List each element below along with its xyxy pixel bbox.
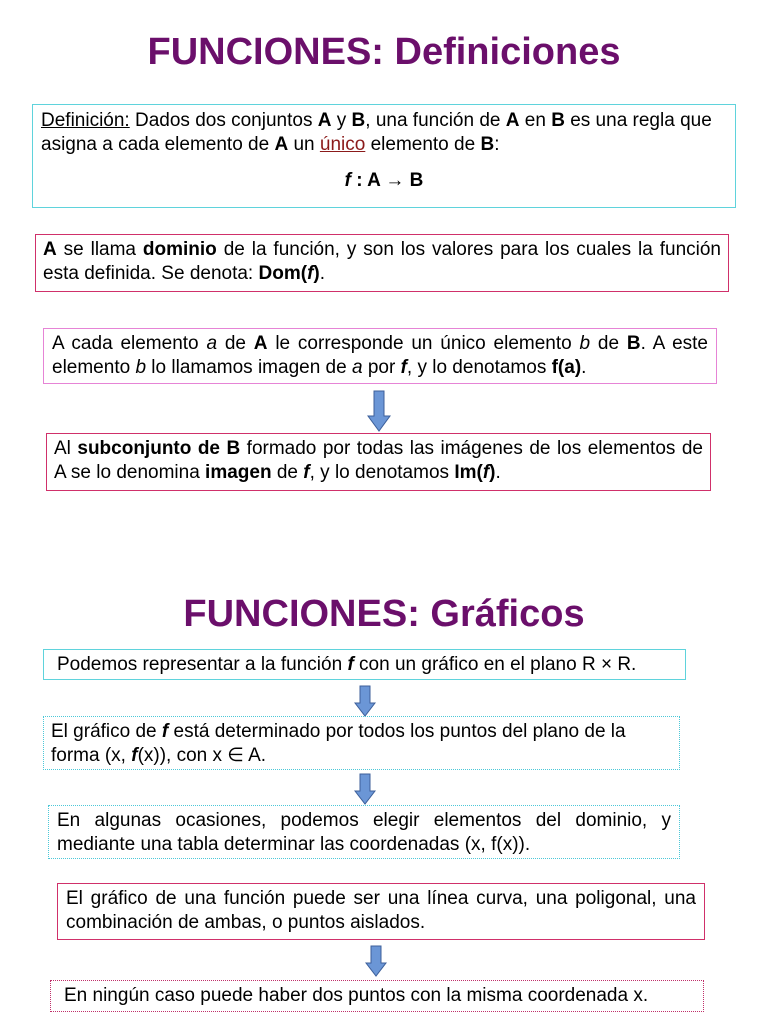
dom-notation — [259, 263, 320, 284]
down-arrow-icon — [354, 773, 376, 805]
bold-span: B — [626, 333, 641, 354]
bold-span: B — [351, 110, 366, 131]
text-span: ) — [313, 263, 320, 284]
unico-link: único — [319, 134, 366, 155]
bold-span: A — [317, 110, 332, 131]
text-span: lo llamamos imagen de — [146, 357, 352, 378]
definition-text — [41, 109, 727, 157]
bold-italic-f: f — [400, 357, 407, 378]
text-span: Al — [54, 438, 78, 459]
down-arrow-icon — [365, 945, 387, 977]
bold-italic-f: f — [347, 654, 354, 675]
bold-span: subconjunto de B — [77, 438, 241, 459]
text-span: por — [362, 357, 401, 378]
text-span: (x)), con x ∈ A. — [137, 745, 267, 766]
text-span: Podemos representar a la función — [57, 654, 348, 675]
function-formula — [41, 169, 727, 193]
bold-span: B — [551, 110, 565, 131]
formula-rest: : A → B — [350, 170, 424, 191]
text-span: El gráfico de — [51, 721, 162, 742]
text-span: de la función, y son los valores para los cuales la función esta definida. Se denota: — [43, 239, 722, 284]
text-span: le corresponde un único elemento — [267, 333, 580, 354]
text-span: , y lo denotamos — [309, 462, 455, 483]
bold-span: dominio — [142, 239, 217, 260]
italic-f: f — [307, 263, 314, 284]
text-span: de — [590, 333, 627, 354]
down-arrow-icon — [354, 685, 376, 717]
graficos-box-5: En ningún caso puede haber dos puntos con la misma coordenada x. — [50, 980, 704, 1012]
text-span: con un gráfico en el plano R × R. — [353, 654, 637, 675]
bold-italic-f: f — [303, 462, 310, 483]
text-span: . — [495, 462, 501, 483]
italic-span: a — [351, 357, 363, 378]
text-span: y — [331, 110, 352, 131]
text-span: un — [288, 134, 320, 155]
graficos-box-2 — [43, 716, 680, 770]
bold-span: A — [253, 333, 268, 354]
italic-f: f — [482, 462, 490, 483]
text-span: elemento de — [365, 134, 481, 155]
imagen-elemento-box — [43, 328, 717, 384]
title-graficos: FUNCIONES: Gráficos — [183, 593, 585, 635]
definition-box — [32, 104, 736, 208]
text-span: Dom( — [258, 263, 308, 284]
bold-italic-f: f — [131, 745, 138, 766]
definition-label: Definición: — [41, 110, 130, 131]
text-span: , una función de — [365, 110, 506, 131]
text-span: Im( — [454, 462, 483, 483]
text-span: formado por todas las imágenes de los elementos de A se lo denomina — [54, 438, 703, 483]
text-span: Dados dos conjuntos — [129, 110, 318, 131]
text-span: es una regla que asigna a cada elemento de — [41, 110, 712, 155]
text-span: . — [581, 357, 587, 378]
italic-span: b — [579, 333, 591, 354]
graficos-box-1 — [43, 649, 686, 680]
text-span: de — [217, 333, 254, 354]
dominio-box — [35, 234, 729, 292]
text-span: . — [319, 263, 325, 284]
imagen-conjunto-box — [46, 433, 711, 491]
formula-f: f — [344, 170, 351, 191]
text-span: . A este elemento — [52, 333, 709, 378]
title-definiciones: FUNCIONES: Definiciones — [147, 31, 621, 73]
bold-span: A — [274, 134, 289, 155]
graficos-box-4: El gráfico de una función puede ser una línea curva, una poligonal, una combinación de ambas, o puntos aislados. — [57, 883, 705, 940]
text-span: , y lo denotamos — [406, 357, 552, 378]
italic-span: a — [206, 333, 218, 354]
bold-span: A — [43, 239, 57, 260]
text-span: en — [519, 110, 552, 131]
text-span: : — [494, 134, 500, 155]
text-span: se llama — [56, 239, 143, 260]
bold-span: f(a) — [551, 357, 582, 378]
text-span: está determinado por todos los puntos del plano de la forma (x, — [51, 721, 626, 766]
bold-italic-f: f — [161, 721, 169, 742]
bold-span: A — [505, 110, 520, 131]
text-span: ) — [489, 462, 496, 483]
italic-span: b — [135, 357, 147, 378]
bold-span: imagen — [205, 462, 272, 483]
graficos-box-3: En algunas ocasiones, podemos elegir elementos del dominio, y mediante una tabla determinar las coordenadas (x, f(x)). — [48, 805, 680, 859]
text-span: A cada elemento — [52, 333, 207, 354]
text-span: de — [271, 462, 304, 483]
down-arrow-icon — [367, 390, 391, 432]
bold-span: B — [480, 134, 495, 155]
im-notation — [454, 462, 495, 483]
